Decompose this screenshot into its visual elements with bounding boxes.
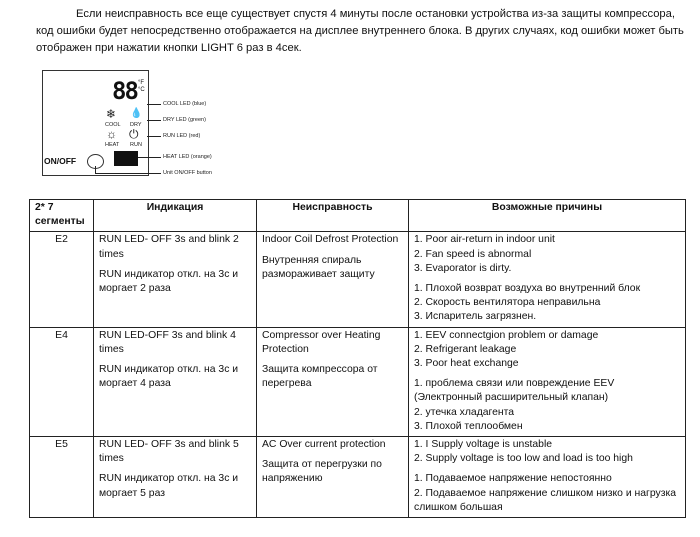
heat-label: HEAT [105, 142, 120, 148]
table-header-row [30, 200, 686, 232]
table-row [30, 327, 686, 436]
indication-cell: RUN LED-OFF 3s and blink 4 times RUN индикатор откл. на 3с и моргает 4 раза [94, 327, 257, 436]
indication-cell: RUN LED- OFF 3s and blink 2 times RUN индикатор откл. на 3с и моргает 2 раза [94, 232, 257, 327]
snowflake-icon: ❄ [106, 107, 117, 121]
run-label: RUN [130, 142, 142, 148]
fault-cell: AC Over current protection Защита от перегрузки по напряжению [257, 437, 409, 518]
causes-cell: 1. EEV connectgion problem or damage 2. Refrigerant leakage 3. Poor heat exchange 1. проблема связи или повреждение EEV (Электронный расширительный клапан) 2. утечка хладагента 3. Плохой теплообмен [409, 327, 686, 436]
cool-label: COOL [105, 122, 121, 128]
indication-cell: RUN LED- OFF 3s and blink 5 times RUN индикатор откл. на 3с и моргает 5 раз [94, 437, 257, 518]
causes-cell: 1. Poor air-return in indoor unit 2. Fan speed is abnormal 3. Evaporator is dirty. 1. Плохой возврат воздуха во внутренний блок 2. Скорость вентилятора неправильна 3. Испаритель загрязнен. [409, 232, 686, 327]
droplets-icon: 💧 [130, 108, 143, 119]
error-code-table [29, 199, 686, 518]
callout-heat-led: HEAT LED (orange) [163, 154, 212, 160]
leader-line [147, 136, 161, 137]
table-row [30, 437, 686, 518]
callout-run-led: RUN LED (red) [163, 133, 201, 139]
leader-line [95, 166, 96, 173]
table-row [30, 232, 686, 327]
power-icon: ⏻ [129, 127, 139, 141]
header-indication: Индикация [94, 200, 257, 232]
dry-label: DRY [130, 122, 142, 128]
header-causes: Возможные причины [409, 200, 686, 232]
seven-segment-display: 88 [112, 77, 137, 105]
intro-paragraph: Если неисправность все еще существует спустя 4 минуты после остановки устройства из-за защиты компрессора, код ошибки будет непосредственно отображается на дисплее внутреннего блока. В других случаях, код ошибки может быть отображен при нажатии кнопки LIGHT 6 раз в 4сек. [36, 8, 684, 55]
onoff-label: ON/OFF [44, 156, 77, 166]
fault-cell: Indoor Coil Defrost Protection Внутренняя спираль размораживает защиту [257, 232, 409, 327]
callout-onoff-button: Unit ON/OFF button [163, 170, 212, 176]
callout-cool-led: COOL LED (blue) [163, 101, 207, 107]
leader-line [147, 104, 161, 105]
leader-line [147, 120, 161, 121]
sun-icon: ☼ [106, 127, 117, 141]
error-code: E5 [30, 437, 94, 518]
fault-cell: Compressor over Heating Protection Защита компрессора от перегрева [257, 327, 409, 436]
header-fault: Неисправность [257, 200, 409, 232]
error-code: E4 [30, 327, 94, 436]
header-segments: 2* 7 сегменты [30, 200, 94, 232]
error-code: E2 [30, 232, 94, 327]
display-window [114, 151, 138, 166]
callout-dry-led: DRY LED (green) [163, 117, 206, 123]
leader-line [95, 173, 161, 174]
leader-line [138, 157, 161, 158]
temperature-units: °F °C [138, 80, 145, 93]
causes-cell: 1. I Supply voltage is unstable 2. Supply voltage is too low and load is too high 1. Подаваемое напряжение непостоянно 2. Подаваемое напряжение слишком низко и нагрузка слишком большая [409, 437, 686, 518]
